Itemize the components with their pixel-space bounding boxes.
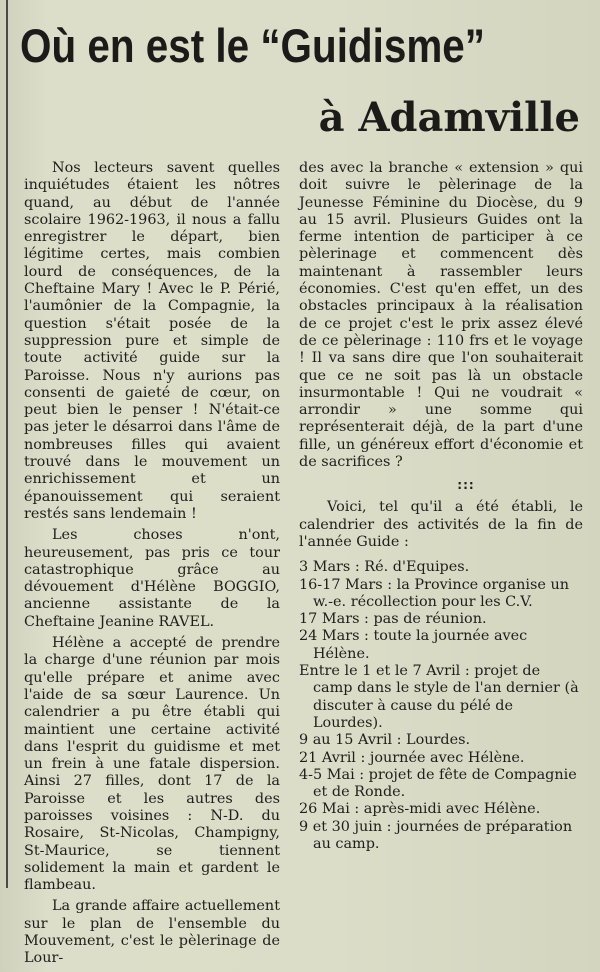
headline-line-2: à Adamville <box>318 94 580 141</box>
calendar-item: 3 Mars : Ré. d'Equipes. <box>299 559 470 576</box>
calendar-list <box>299 559 583 853</box>
calendar-item: Entre le 1 et le 7 Avril : projet de camp dans le style de l'an dernier (à discuter à cause du pélé de Lourdes). <box>299 663 579 731</box>
section-separator: ::: <box>457 478 475 493</box>
headline-line-1: Où en est le “Guidisme” <box>20 19 485 72</box>
paragraph: Les choses n'ont, heureusement, pas pris ce tour catastrophique grâce au dévouement d'Hélène BOGGIO, ancienne assistante de la Cheftaine Jeanine RAVEL. <box>24 527 280 630</box>
paragraph: La grande affaire actuellement sur le plan de l'ensemble du Mouvement, c'est le pèlerinage de Lour- <box>24 898 280 967</box>
paragraph: des avec la branche « extension » qui doit suivre le pèlerinage de la Jeunesse Féminine du Diocèse, du 9 au 15 avril. Plusieurs Guides ont la ferme intention de participer à ce pèlerinage et commencent dès maintenant à rassembler leurs économies. C'est qu'en effet, un des obstacles principaux à la réalisation de ce projet c'est le prix assez élevé de ce pèlerinage : 110 frs et le voyage ! Il va sans dire que l'on souhaiterait que ce ne soit pas là un obstacle insurmontable ! Qui ne voudrait « arrondir » une somme qui représenterait déjà, de la part d'une fille, un généreux effort d'économie et de sacrifices ? <box>299 160 583 471</box>
paragraph: Hélène a accepté de prendre la charge d'une réunion par mois qu'elle prépare et anime avec l'aide de sa sœur Laurence. Un calendrier a pu être établi qui maintient une certaine activité dans l'esprit du guidisme et met un frein à une fatale dispersion. Ainsi 27 filles, dont 17 de la Paroisse et les autres des paroisses voisines : N-D. du Rosaire, St-Nicolas, Champigny, St-Maurice, se tiennent solidement la main et gardent le flambeau. <box>24 635 280 894</box>
calendar-item: 24 Mars : toute la journée avec Hélène. <box>299 628 528 662</box>
calendar-item: 4-5 Mai : projet de fête de Compagnie et de Ronde. <box>299 766 577 801</box>
left-column <box>24 160 280 972</box>
calendar-item: 16-17 Mars : la Province organise un w.-e. récollection pour les C.V. <box>299 576 569 610</box>
calendar-item: 9 au 15 Avril : Lourdes. <box>299 732 471 749</box>
paragraph: Nos lecteurs savent quelles inquiétudes étaient les nôtres quand, au début de l'année scolaire 1962-1963, il nous a fallu enregistrer le départ, bien légitime certes, mais combien lourd de conséquences, de la Cheftaine Mary ! Avec le P. Périé, l'aumônier de la Compagnie, la question s'était posée de la suppression pure et simple de toute activité guide sur la Paroisse. Nous n'y aurions pas consenti de gaieté de cœur, on peut bien le penser ! N'était-ce pas jeter le désarroi dans l'âme de nombreuses filles qui avaient trouvé dans le mouvement un enrichissement et un épanouissement qui seraient restés sans lendemain ! <box>24 160 280 522</box>
calendar-item: 26 Mai : après-midi avec Hélène. <box>299 801 541 818</box>
calendar-item: 17 Mars : pas de réunion. <box>299 611 487 628</box>
calendar-intro: Voici, tel qu'il a été établi, le calendrier des activités de la fin de l'année Guide : <box>299 499 583 550</box>
right-column <box>299 160 583 853</box>
calendar-item: 9 et 30 juin : journées de préparation au camp. <box>299 818 573 852</box>
calendar-item: 21 Avril : journée avec Hélène. <box>299 749 525 766</box>
margin-rule <box>6 0 8 888</box>
